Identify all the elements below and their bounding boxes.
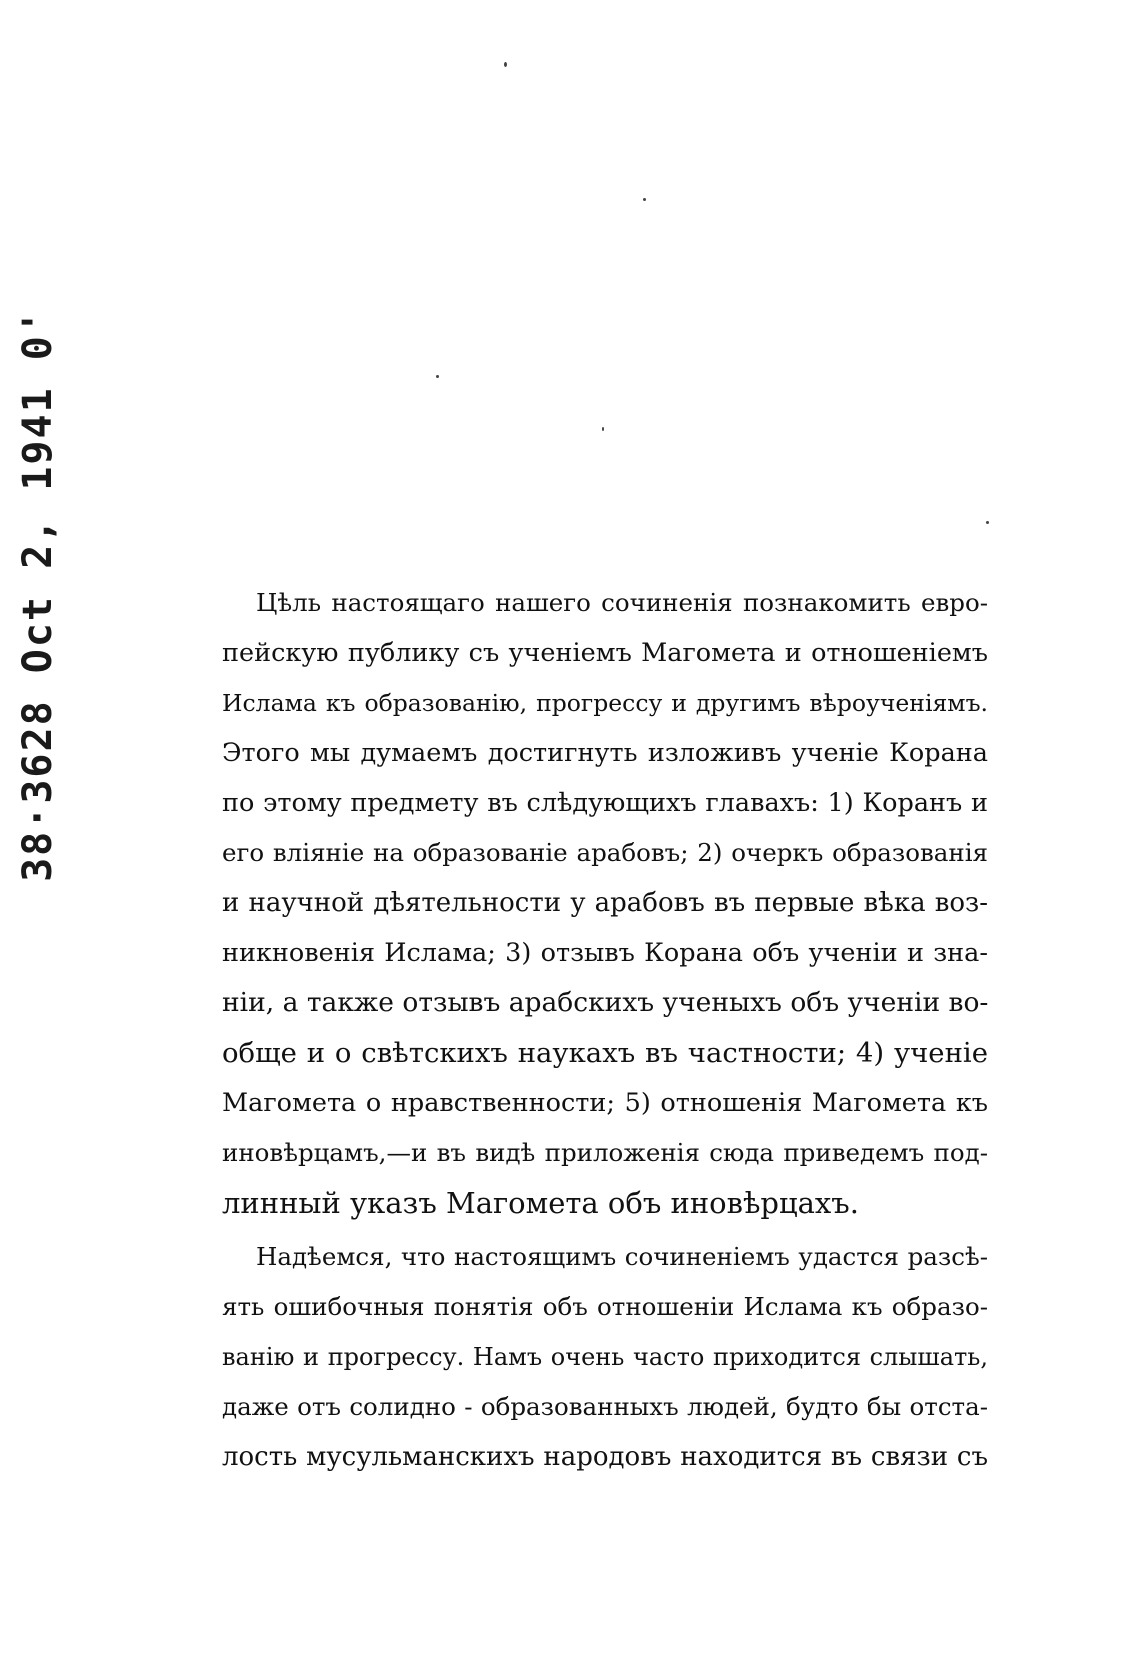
- text-line: даже отъ солидно - образованныхъ людей, будто бы отста-: [222, 1392, 988, 1421]
- scan-speck: [504, 62, 507, 67]
- stamp-text: 38·3628 Oct 2, 1941 0': [15, 308, 61, 882]
- text-line: пейскую публику съ ученіемъ Магомета и отношеніемъ: [222, 638, 988, 668]
- paragraph-2: [222, 1232, 988, 1482]
- text-line: ніи, а также отзывъ арабскихъ ученыхъ объ ученіи во-: [222, 987, 989, 1018]
- scan-speck: [986, 521, 989, 524]
- text-line: Этого мы думаемъ достигнуть изложивъ ученіе Корана: [222, 738, 988, 768]
- text-line: Цѣль настоящаго нашего сочиненія познакомить евро-: [256, 588, 988, 617]
- text-line: никновенія Ислама; 3) отзывъ Корана объ ученіи и зна-: [222, 938, 988, 968]
- text-line: обще и о свѣтскихъ наукахъ въ частности; 4) ученіе: [222, 1037, 988, 1069]
- text-line: Ислама къ образованію, прогрессу и другимъ вѣроученіямъ.: [222, 689, 988, 717]
- text-line: ванію и прогрессу. Намъ очень часто приходится слышать,: [222, 1343, 988, 1371]
- paragraph-1: [222, 578, 988, 1228]
- library-stamp: [8, 308, 68, 882]
- text-line: лость мусульманскихъ народовъ находится въ связи съ: [222, 1442, 988, 1472]
- scan-speck: [602, 427, 604, 431]
- text-line: линный указъ Магомета объ иновѣрцахъ.: [222, 1186, 859, 1220]
- text-line: и научной дѣятельности у арабовъ въ первые вѣка воз-: [222, 888, 988, 918]
- body-text: [222, 578, 988, 1482]
- scan-speck: [643, 198, 646, 201]
- text-line: Надѣемся, что настоящимъ сочиненіемъ удастся разсѣ-: [256, 1242, 988, 1271]
- text-line: Магомета о нравственности; 5) отношенія Магомета къ: [222, 1088, 988, 1118]
- text-line: ять ошибочныя понятія объ отношеніи Ислама къ образо-: [222, 1292, 988, 1321]
- text-line: иновѣрцамъ,—и въ видѣ приложенія сюда приведемъ под-: [222, 1138, 988, 1167]
- scan-speck: [436, 375, 439, 378]
- text-line: по этому предмету въ слѣдующихъ главахъ: 1) Коранъ и: [222, 788, 988, 818]
- text-line: его вліяніе на образованіе арабовъ; 2) очеркъ образованія: [222, 838, 988, 867]
